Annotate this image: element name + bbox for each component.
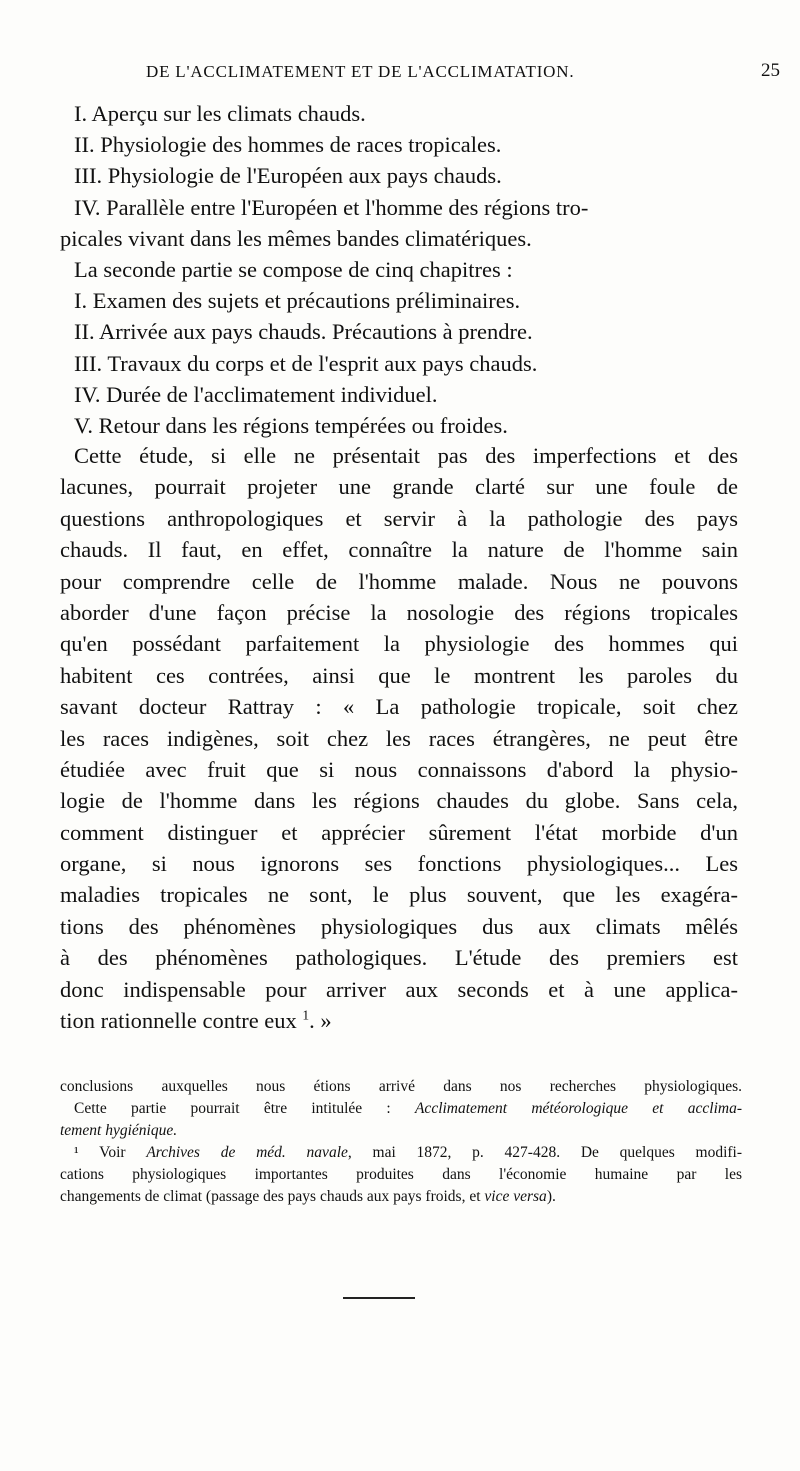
- part2-intro: La seconde partie se compose de cinq chapitres :: [74, 256, 513, 282]
- note-italic: Acclimatement météorologique et acclima-: [414, 1100, 742, 1117]
- note-italic: tement hygiénique.: [60, 1122, 178, 1139]
- paragraph-closing: . »: [309, 1008, 332, 1034]
- paragraph-line: pour comprendre celle de l'homme malade. Nous ne pouvons: [60, 568, 738, 594]
- footnote-italic: vice versa: [484, 1188, 547, 1205]
- outline-item: II. Arrivée aux pays chauds. Précautions à prendre.: [74, 319, 533, 345]
- footnote-line: [60, 1186, 742, 1208]
- note-line: conclusions auxquelles nous étions arrivé dans nos recherches physiologiques.: [60, 1078, 742, 1095]
- footnote-italic: Archives de méd. navale: [146, 1144, 348, 1161]
- chapter-outline: [60, 98, 742, 441]
- paragraph-line: donc indispensable pour arriver aux seconds et à une applica-: [60, 976, 738, 1002]
- paragraph-line: lacunes, pourrait projeter une grande clarté sur une foule de: [60, 474, 738, 500]
- paragraph-line: savant docteur Rattray : « La pathologie tropicale, soit chez: [60, 694, 738, 720]
- note-text: Cette partie pourrait être intitulée :: [74, 1100, 415, 1117]
- paragraph-line: qu'en possédant parfaitement la physiologie des hommes qui: [60, 631, 738, 657]
- paragraph-line: chauds. Il faut, en effet, connaître la nature de l'homme sain: [60, 537, 738, 563]
- paragraph-line: maladies tropicales ne sont, le plus souvent, que les exagéra-: [60, 882, 738, 908]
- main-paragraph: [60, 440, 738, 1036]
- paragraph-line: aborder d'une façon précise la nosologie des régions tropicales: [60, 599, 738, 625]
- outline-item: IV. Durée de l'acclimatement individuel.: [74, 381, 438, 407]
- page-header: [60, 58, 782, 88]
- outline-item: IV. Parallèle entre l'Européen et l'homme des régions tro-: [74, 194, 589, 220]
- separator-rule: [343, 1297, 415, 1299]
- paragraph-line: questions anthropologiques et servir à la pathologie des pays: [60, 505, 738, 531]
- outline-item: III. Travaux du corps et de l'esprit aux pays chauds.: [74, 350, 538, 376]
- footnote-mark: ¹: [74, 1144, 79, 1161]
- paragraph-line-text: tion rationnelle contre eux: [60, 1008, 297, 1034]
- footnote-text: Voir: [78, 1144, 147, 1161]
- paragraph-line: à des phénomènes pathologiques. L'étude des premiers est: [60, 945, 738, 971]
- outline-item-continuation: picales vivant dans les mêmes bandes climatériques.: [60, 225, 532, 251]
- outline-item: III. Physiologie de l'Européen aux pays chauds.: [74, 163, 502, 189]
- outline-item: I. Aperçu sur les climats chauds.: [74, 101, 366, 126]
- note-line: [60, 1098, 742, 1120]
- paragraph-line: comment distinguer et apprécier sûrement l'état morbide d'un: [60, 819, 738, 845]
- page-number: 25: [761, 60, 780, 81]
- paragraph-line: les races indigènes, soit chez les races étrangères, ne peut être: [60, 725, 738, 751]
- footnotes: [60, 1076, 742, 1208]
- outline-item: V. Retour dans les régions tempérées ou froides.: [74, 412, 508, 438]
- running-head: DE L'ACCLIMATEMENT ET DE L'ACCLIMATATION.: [146, 62, 575, 81]
- footnote-text: changements de climat (passage des pays chauds aux pays froids, et: [60, 1188, 485, 1205]
- paragraph-line: logie de l'homme dans les régions chaudes du globe. Sans cela,: [60, 788, 738, 814]
- footnote-line: cations physiologiques importantes produites dans l'économie humaine par les: [60, 1166, 742, 1183]
- paragraph-line: étudiée avec fruit que si nous connaissons d'abord la physio-: [60, 756, 738, 782]
- paragraph-line: organe, si nous ignorons ses fonctions physiologiques... Les: [60, 851, 738, 877]
- footnote-reference[interactable]: 1: [302, 1007, 310, 1023]
- paragraph-line: habitent ces contrées, ainsi que le montrent les paroles du: [60, 662, 738, 688]
- outline-item: II. Physiologie des hommes de races tropicales.: [74, 132, 502, 158]
- outline-item: I. Examen des sujets et précautions préliminaires.: [74, 288, 521, 314]
- note-line: [60, 1120, 742, 1142]
- footnote-text: , mai 1872, p. 427-428. De quelques modifi-: [347, 1144, 743, 1161]
- paragraph-last-line: [60, 1005, 738, 1036]
- paragraph-line: tions des phénomènes physiologiques dus aux climats mêlés: [60, 913, 738, 939]
- footnote-text: ).: [546, 1188, 556, 1205]
- paragraph-line: Cette étude, si elle ne présentait pas des imperfections et des: [74, 443, 738, 468]
- footnote-line: [60, 1142, 742, 1164]
